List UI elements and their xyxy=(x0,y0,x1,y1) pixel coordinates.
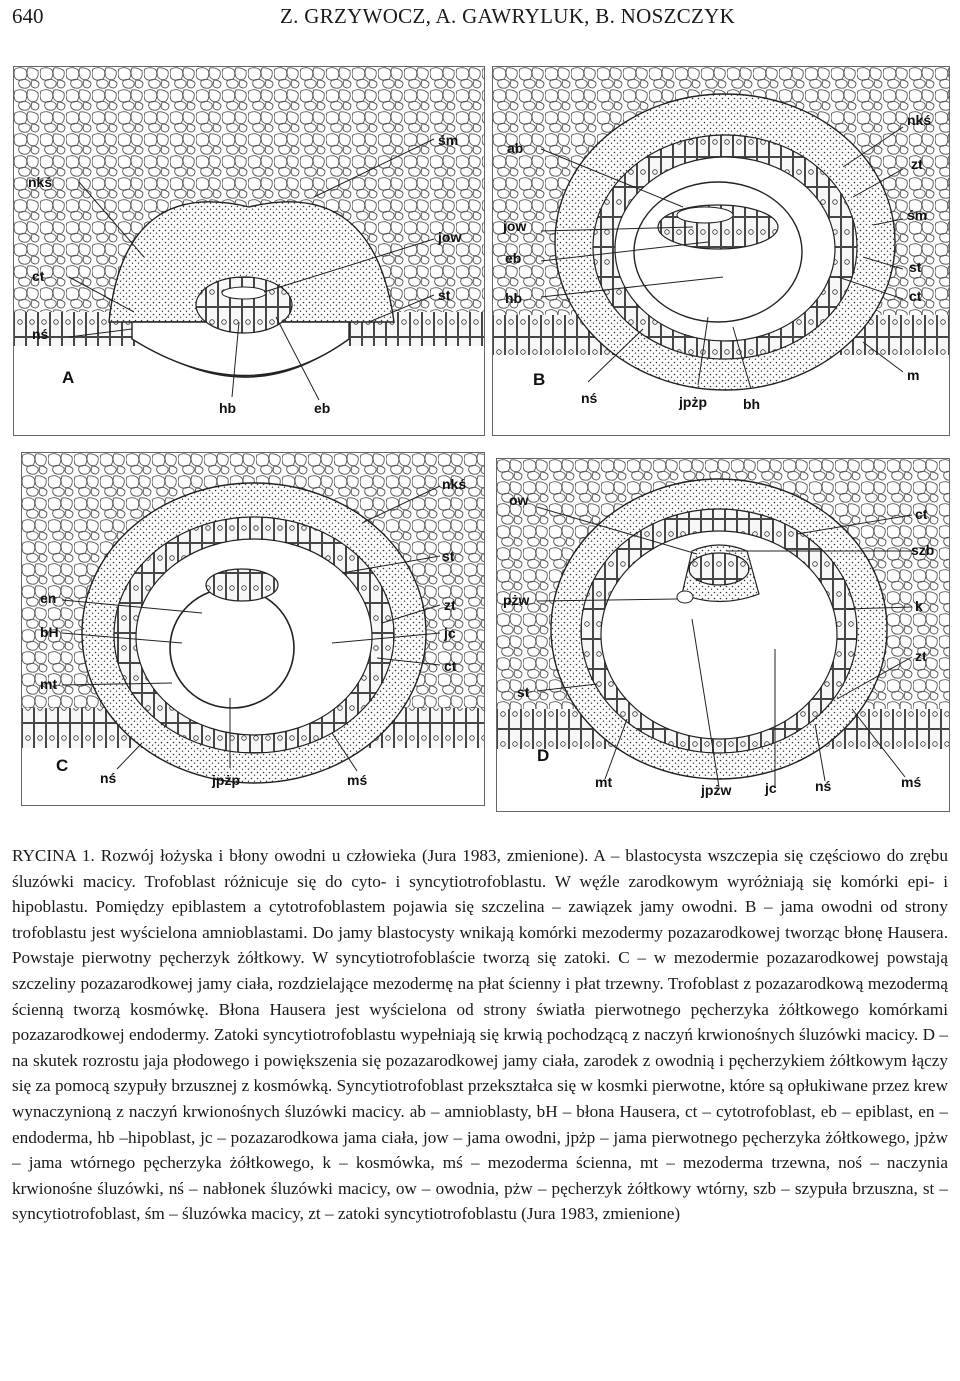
label-bh: bH xyxy=(40,624,59,640)
label-st: st xyxy=(442,548,455,564)
label-zt: zt xyxy=(911,156,923,172)
label-ms: mś xyxy=(901,774,922,790)
label-ns: nś xyxy=(581,390,598,406)
label-jpzp: jpżp xyxy=(212,772,240,788)
label-mt: mt xyxy=(595,774,613,790)
label-m: m xyxy=(907,367,920,383)
panel-letter-c: C xyxy=(56,756,69,775)
label-szb: szb xyxy=(911,542,935,558)
panel-a-drawing xyxy=(14,67,484,435)
panel-letter-a: A xyxy=(62,368,75,387)
label-mt: mt xyxy=(40,676,58,692)
caption-body: A – blastocysta wszczepia się częściowo do zrębu śluzówki macicy. Trofoblast różnicuje się do cyto- i syncytiotrofoblastu. W węźle zarodkowym wyróżniają się komórki epi- i hipoblastu. Pomiędzy epiblastem a cytotrofoblastem pojawia się szczelina – zawiązek jamy owodni. B – jama owodni od strony trofoblastu jest wyścielona amnioblastami. Do jamy blastocysty wnikają komórki mezodermy pozazarodkowej tworząc błonę Hausera. Powstaje pierwotny pęcherzyk żółtkowy. W syncytiotrofoblaście tworzą się zatoki. C – w mezodermie pozazarodkowej powstają szczeliny pozazarodkowej jamy ciała, rozdzielające mezodermę na płat ścienny i płat trzewny. Trofoblast z pozazarodkową mezodermą ścienną tworzą kosmówkę. Błona Hausera jest wyścielona od strony światła pierwotnego pęcherzyka żółtkowego komórkami pozazarodkowej endodermy. Zatoki syncytiotrofoblastu wypełniają się krwią pochodzącą z naczyń krwionośnych śluzówki macicy. D – na skutek rozrostu jaja płodowego i powiększenia się pozazarodkowej jamy ciała, zarodek z owodnią i pęcherzykiem żółtkowym łączy się za pomocą szypuły brzusznej z kosmówką. Syncytiotrofoblast przekształca się w kosmki pierwotne, które są opłukiwane przez krew wynaczynioną z naczyń krwionośnych śluzówki macicy. xyxy=(12,846,948,1121)
label-st: st xyxy=(438,287,451,303)
label-ns: nś xyxy=(32,326,49,342)
figure-panel-d xyxy=(496,458,950,812)
label-sm: śm xyxy=(438,132,459,148)
label-ct: ct xyxy=(32,268,45,284)
label-k: k xyxy=(915,598,923,614)
label-ms: mś xyxy=(347,772,368,788)
running-head: Z. GRZYWOCZ, A. GAWRYLUK, B. NOSZCZYK xyxy=(280,4,736,28)
label-ct: ct xyxy=(444,658,457,674)
label-st: st xyxy=(517,684,530,700)
label-sm: śm xyxy=(907,207,928,223)
label-nks: nkś xyxy=(907,112,932,128)
figure-caption xyxy=(12,843,948,1227)
label-ct: ct xyxy=(915,506,928,522)
label-hb: hb xyxy=(505,290,523,306)
label-zt: zt xyxy=(915,648,927,664)
label-jpzw: jpżw xyxy=(701,782,732,798)
label-jpzp: jpżp xyxy=(679,394,707,410)
caption-legend: ab – amnioblasty, bH – błona Hausera, ct – cytotrofoblast, eb – epiblast, en – endoderma, hb –hipoblast, jc – pozazarodkowa jama ciała, jow – jama owodni, jpżp – jama pierwotnego pęcherzyka żółtkowego, jpżw – jama wtórnego pęcherzyka żółtkowego, k – kosmówka, mś – mezoderma ścienna, mt – mezoderma trzewna, noś – naczynia krwionośne śluzówki, nś – nabłonek śluzówki macicy, ow – owodnia, pżw – pęcherzyk żółtkowy wtórny, szb – szypuła brzuszna, st – syncytiotrofoblast, śm – śluzówka macicy, zt – zatoki syncytiotrofoblastu (Jura 1983, zmienione) xyxy=(12,1101,949,1224)
panel-letter-d: D xyxy=(537,746,550,765)
label-ns: nś xyxy=(100,770,117,786)
figure-panel-a xyxy=(13,66,485,436)
panel-b-drawing xyxy=(493,67,949,435)
label-jow: jow xyxy=(503,218,527,234)
label-zt: zt xyxy=(444,597,456,613)
panel-c-drawing xyxy=(22,453,484,805)
page-number: 640 xyxy=(12,4,44,28)
label-ct: ct xyxy=(909,288,922,304)
label-nks: nkś xyxy=(442,476,467,492)
label-nks: nkś xyxy=(28,174,53,190)
label-jc: jc xyxy=(765,780,777,796)
panel-d-drawing xyxy=(497,459,949,811)
label-jow: jow xyxy=(438,229,462,245)
label-jc: jc xyxy=(444,625,456,641)
label-en: en xyxy=(40,590,57,606)
panel-letter-b: B xyxy=(533,370,546,389)
label-eb: eb xyxy=(314,400,331,416)
label-ab: ab xyxy=(507,140,524,156)
label-hb: hb xyxy=(219,400,237,416)
label-eb: eb xyxy=(505,250,522,266)
label-pzw: pżw xyxy=(503,592,530,608)
page-header xyxy=(12,4,948,34)
label-ns: nś xyxy=(815,778,832,794)
caption-title: RYCINA 1. Rozwój łożyska i błony owodni u człowieka (Jura 1983, zmienione). xyxy=(12,846,589,865)
label-ow: ow xyxy=(509,492,529,508)
label-st: st xyxy=(909,259,922,275)
figure-panel-b xyxy=(492,66,950,436)
label-bh: bh xyxy=(743,396,761,412)
figure-panel-c xyxy=(21,452,485,806)
